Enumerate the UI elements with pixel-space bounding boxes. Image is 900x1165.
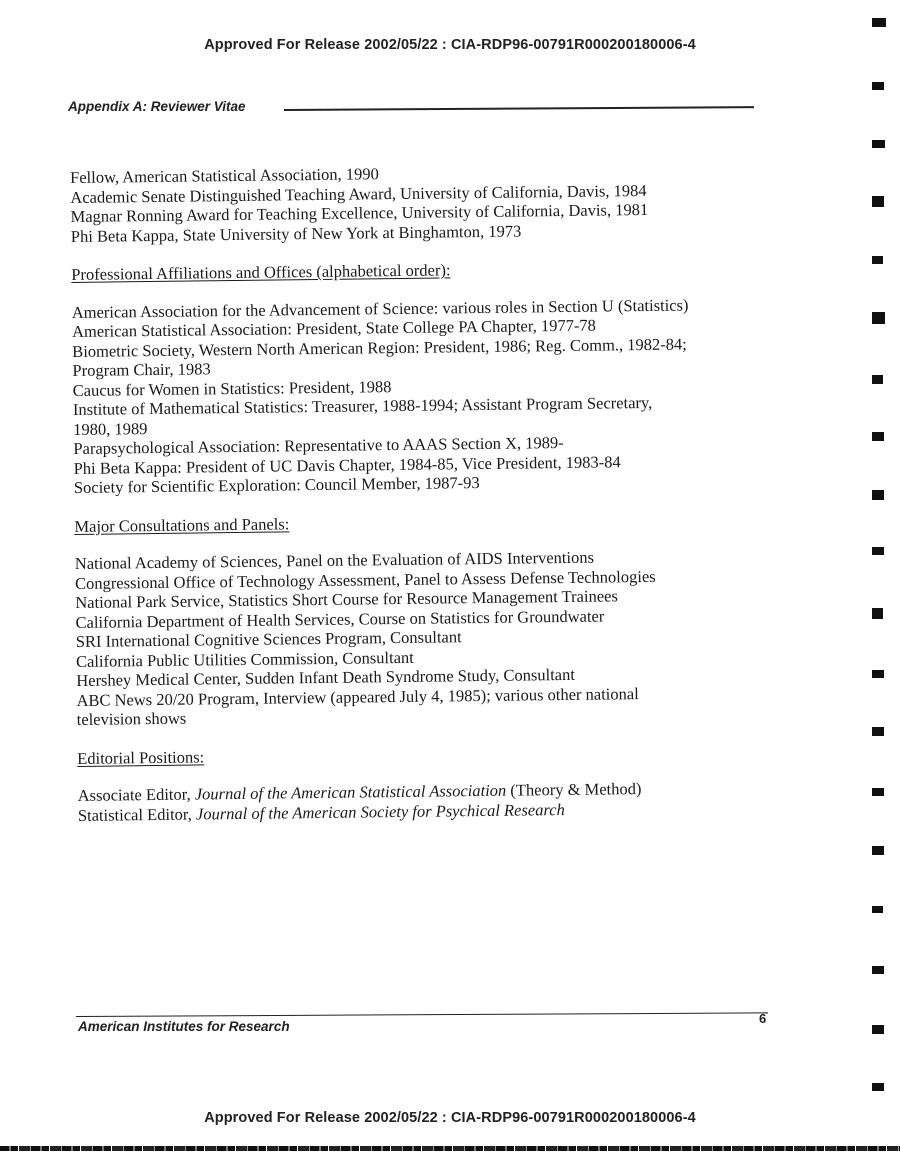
consultation-line: California Public Utilities Commission, Consultant: [75, 647, 414, 671]
honor-line: Magnar Ronning Award for Teaching Excellence, University of California, Davis, 1981: [70, 199, 649, 226]
footer-organization: American Institutes for Research: [78, 1019, 290, 1034]
consultation-line: Hershey Medical Center, Sudden Infant Death Syndrome Study, Consultant: [76, 664, 576, 690]
editorial-heading: Editorial Positions:: [77, 746, 205, 768]
affiliation-line: Program Chair, 1983: [72, 359, 211, 380]
journal-title: Journal of the American Society for Psychical Research: [195, 799, 565, 824]
honor-line: Fellow, American Statistical Association, 1990: [70, 164, 379, 187]
scan-mark: [872, 18, 886, 27]
honor-line: Phi Beta Kappa, State University of New York at Binghamton, 1973: [70, 220, 522, 246]
consultations-heading: Major Consultations and Panels:: [74, 513, 290, 536]
release-header: Approved For Release 2002/05/22 : CIA-RDP96-00791R000200180006-4: [204, 37, 696, 53]
affiliation-line: American Statistical Association: President, State College PA Chapter, 1977-78: [71, 315, 596, 341]
honor-line: Academic Senate Distinguished Teaching Award, University of California, Davis, 1984: [70, 180, 647, 207]
scan-mark: [872, 608, 883, 619]
appendix-title: Appendix A: Reviewer Vitae: [68, 99, 246, 114]
scan-mark: [872, 788, 884, 796]
document-body: [70, 159, 778, 825]
affiliation-line: Parapsychological Association: Representative to AAAS Section X, 1989-: [73, 432, 564, 458]
scan-mark: [872, 727, 884, 736]
release-footer: Approved For Release 2002/05/22 : CIA-RDP96-00791R000200180006-4: [204, 1110, 696, 1126]
affiliation-line: Phi Beta Kappa: President of UC Davis Chapter, 1984-85, Vice President, 1983-84: [73, 451, 621, 478]
affiliation-line: Institute of Mathematical Statistics: Treasurer, 1988-1994; Assistant Program Secretary,: [72, 392, 653, 419]
affiliation-line: 1980, 1989: [73, 418, 148, 439]
scan-mark: [872, 140, 885, 148]
affiliation-line: Biometric Society, Western North American Region: President, 1986; Reg. Comm., 1982-84;: [72, 333, 687, 361]
scan-mark: [872, 82, 884, 90]
editorial-role: Statistical Editor,: [77, 804, 197, 825]
journal-title: Journal of the American Statistical Association: [194, 780, 507, 804]
scan-mark: [872, 1025, 884, 1034]
scan-mark: [872, 906, 883, 913]
consultation-line: National Park Service, Statistics Short Course for Resource Management Trainees: [75, 586, 618, 612]
scan-mark: [872, 256, 883, 264]
scan-mark: [872, 846, 884, 855]
scan-mark: [872, 490, 884, 500]
footer-rule: [76, 1012, 768, 1017]
editorial-suffix: (Theory & Method): [506, 779, 642, 800]
consultation-line: television shows: [76, 708, 187, 729]
scan-strip: [0, 1146, 900, 1151]
consultation-line: California Department of Health Services, Course on Statistics for Groundwater: [75, 606, 605, 632]
consultation-line: Congressional Office of Technology Assessment, Panel to Assess Defense Technologies: [74, 566, 656, 593]
page-number: 6: [759, 1011, 767, 1026]
scan-mark: [872, 1083, 884, 1091]
scan-mark: [872, 312, 885, 324]
editorial-role: Associate Editor,: [77, 784, 195, 805]
consultation-line: SRI International Cognitive Sciences Program, Consultant: [75, 627, 462, 651]
consultation-line: ABC News 20/20 Program, Interview (appeared July 4, 1985); various other national: [76, 683, 639, 710]
scan-mark: [872, 670, 884, 678]
header-rule: [284, 106, 754, 111]
affiliation-line: Society for Scientific Exploration: Council Member, 1987-93: [73, 473, 480, 497]
affiliations-heading: Professional Affiliations and Offices (alphabetical order):: [71, 260, 451, 284]
scan-mark: [872, 966, 884, 974]
affiliation-line: American Association for the Advancement of Science: various roles in Section U (Statistics): [71, 294, 689, 322]
affiliation-line: Caucus for Women in Statistics: President, 1988: [72, 376, 392, 400]
scan-mark: [872, 375, 883, 384]
scan-mark: [872, 547, 884, 555]
scan-mark: [872, 196, 884, 207]
consultation-line: National Academy of Sciences, Panel on the Evaluation of AIDS Interventions: [74, 547, 595, 573]
scan-mark: [872, 432, 884, 441]
